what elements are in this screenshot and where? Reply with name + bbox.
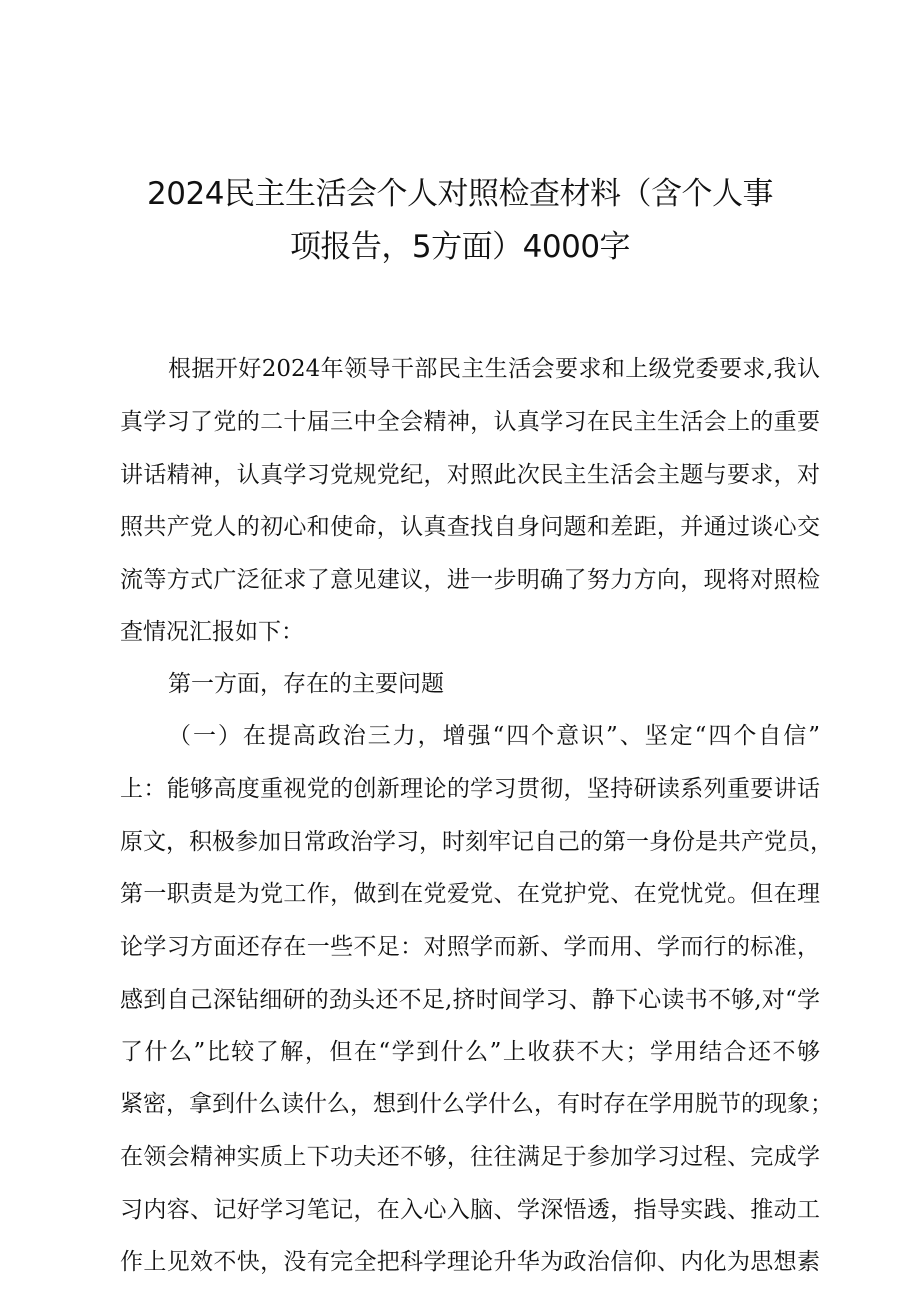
body-line: 感到自己深钻细研的劲头还不足,挤时间学习、静下心读书不够,对“学 xyxy=(120,987,820,1013)
document-title-line-1: 2024民主生活会个人对照检查材料（含个人事 xyxy=(147,176,773,212)
body-line: 在领会精神实质上下功夫还不够，往往满足于参加学习过程、完成学 xyxy=(120,1144,820,1170)
body-line: 作上见效不快，没有完全把科学理论升华为政治信仰、内化为思想素 xyxy=(120,1249,820,1275)
body-line: 照共产党人的初心和使命，认真查找自身问题和差距，并通过谈心交 xyxy=(120,514,820,540)
body-line: 第一职责是为党工作，做到在党爱党、在党护党、在党忧党。但在理 xyxy=(120,881,820,907)
body-line: 原文，积极参加日常政治学习，时刻牢记自己的第一身份是共产党员， xyxy=(120,829,833,855)
body-line: 讲话精神，认真学习党规党纪，对照此次民主生活会主题与要求，对 xyxy=(120,462,820,488)
body-line: 真学习了党的二十届三中全会精神，认真学习在民主生活会上的重要 xyxy=(120,409,820,435)
body-line: 习内容、记好学习笔记，在入心入脑、学深悟透，指导实践、推动工 xyxy=(120,1197,820,1223)
body-line: 流等方式广泛征求了意见建议，进一步明确了努力方向，现将对照检 xyxy=(120,567,820,593)
section-heading: 第一方面，存在的主要问题 xyxy=(168,671,444,697)
document-title-line-2: 项报告，5方面）4000字 xyxy=(289,229,631,265)
body-line: 了什么”比较了解，但在“学到什么”上收获不大；学用结合还不够 xyxy=(120,1039,820,1065)
body-line: 查情况汇报如下： xyxy=(120,619,304,645)
body-line: 根据开好2024年领导干部民主生活会要求和上级党委要求,我认 xyxy=(168,356,820,382)
body-line: 紧密，拿到什么读什么，想到什么学什么，有时存在学用脱节的现象； xyxy=(120,1091,833,1117)
body-line: （一）在提高政治三力，增强“四个意识”、坚定“四个自信” xyxy=(168,723,820,749)
body-line: 论学习方面还存在一些不足：对照学而新、学而用、学而行的标准， xyxy=(120,934,820,960)
body-line: 上：能够高度重视党的创新理论的学习贯彻，坚持研读系列重要讲话 xyxy=(120,776,820,802)
